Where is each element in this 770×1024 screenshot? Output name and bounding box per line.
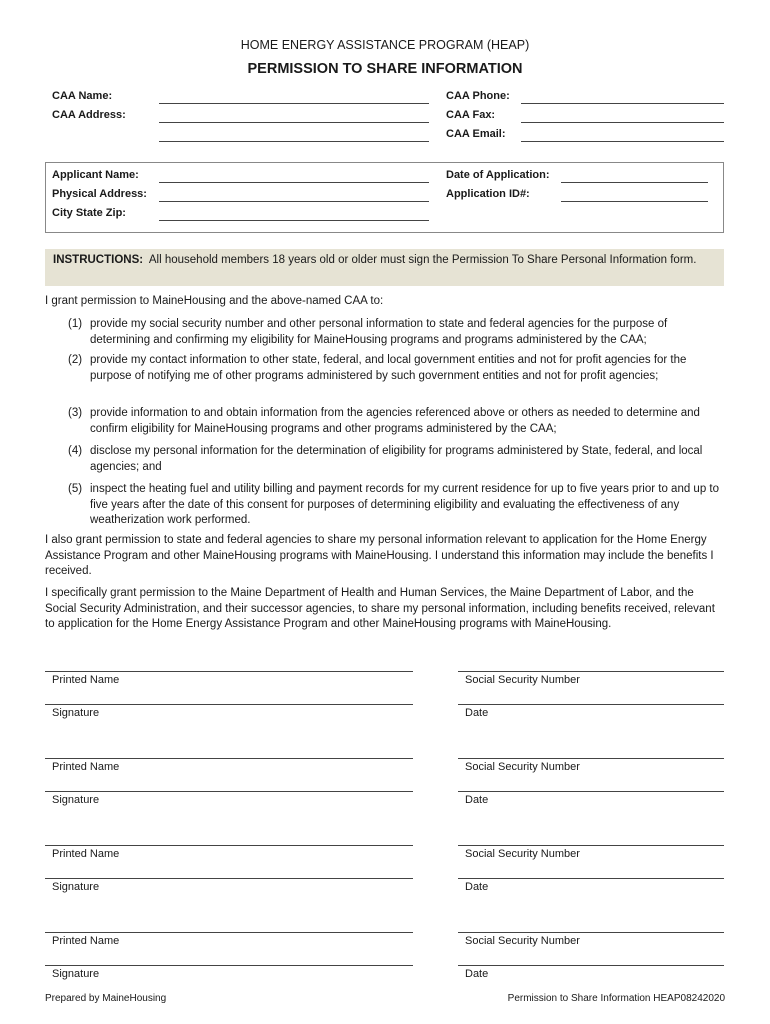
signature-line-2[interactable]	[45, 791, 413, 792]
caa-address-field-1[interactable]	[159, 122, 429, 123]
instructions-text: All household members 18 years old or older must sign the Permission To Share Personal Information form.	[148, 254, 697, 266]
date-line-4[interactable]	[458, 965, 724, 966]
ssn-label: Social Security Number	[465, 935, 580, 947]
printed-name-label: Printed Name	[52, 935, 120, 947]
item-text: inspect the heating fuel and utility billing and payment records for my current residence for up to five years prior to and up to five years after the date of this consent for purposes of determining eligibility and evaluating the effectiveness of any weatherization work performed.	[90, 483, 720, 526]
permission-item-2	[68, 353, 728, 384]
printed-name-line-2[interactable]	[45, 758, 413, 759]
caa-email-field[interactable]	[521, 141, 724, 142]
printed-name-label: Printed Name	[52, 674, 120, 686]
signature-label: Signature	[52, 794, 100, 806]
permission-paragraph-3: I specifically grant permission to the Maine Department of Health and Human Services, the Maine Department of Labor, and the Social Security Administration, and their successor agencies, to share my personal information, including benefits received, relevant to application for the Home Energy Assistance Program and other MaineHousing programs with MaineHousing.	[45, 587, 715, 630]
caa-fax-field[interactable]	[521, 122, 724, 123]
item-number: (5)	[68, 483, 83, 495]
date-label: Date	[465, 968, 489, 980]
item-number: (2)	[68, 354, 83, 366]
date-line-1[interactable]	[458, 704, 724, 705]
printed-name-line-1[interactable]	[45, 671, 413, 672]
physical-address-field[interactable]	[159, 201, 429, 202]
permission-item-5	[68, 482, 728, 529]
caa-phone-label: CAA Phone:	[446, 90, 510, 102]
signature-line-4[interactable]	[45, 965, 413, 966]
ssn-line-3[interactable]	[458, 845, 724, 846]
caa-name-label: CAA Name:	[52, 90, 113, 102]
signature-label: Signature	[52, 968, 100, 980]
city-state-zip-label: City State Zip:	[52, 207, 126, 219]
item-text: provide my social security number and other personal information to state and federal agencies for the purpose of determining and confirming my eligibility for MaineHousing programs and programs administered by the CAA;	[90, 318, 668, 346]
date-line-2[interactable]	[458, 791, 724, 792]
footer-prepared-by: Prepared by MaineHousing	[45, 993, 167, 1004]
printed-name-label: Printed Name	[52, 761, 120, 773]
date-label: Date	[465, 707, 489, 719]
form-title: PERMISSION TO SHARE INFORMATION	[247, 61, 523, 77]
city-state-zip-field[interactable]	[159, 220, 429, 221]
applicant-name-label: Applicant Name:	[52, 169, 139, 181]
date-line-3[interactable]	[458, 878, 724, 879]
instructions-banner	[45, 249, 724, 286]
caa-address-field-2[interactable]	[159, 141, 429, 142]
ssn-label: Social Security Number	[465, 848, 580, 860]
item-text: disclose my personal information for the determination of eligibility for programs administered by State, federal, and local agencies; and	[90, 445, 703, 473]
form-subtitle: HOME ENERGY ASSISTANCE PROGRAM (HEAP)	[240, 38, 530, 52]
date-label: Date	[465, 794, 489, 806]
signature-line-3[interactable]	[45, 878, 413, 879]
permission-item-3	[68, 406, 728, 437]
caa-address-label: CAA Address:	[52, 109, 126, 121]
caa-email-label: CAA Email:	[446, 128, 506, 140]
permission-item-1	[68, 317, 728, 348]
date-of-application-label: Date of Application:	[446, 169, 550, 181]
date-label: Date	[465, 881, 489, 893]
ssn-line-2[interactable]	[458, 758, 724, 759]
printed-name-line-3[interactable]	[45, 845, 413, 846]
physical-address-label: Physical Address:	[52, 188, 147, 200]
caa-phone-field[interactable]	[521, 103, 724, 104]
signature-label: Signature	[52, 881, 100, 893]
signature-label: Signature	[52, 707, 100, 719]
applicant-name-field[interactable]	[159, 182, 429, 183]
signature-line-1[interactable]	[45, 704, 413, 705]
item-number: (1)	[68, 318, 83, 330]
caa-fax-label: CAA Fax:	[446, 109, 496, 121]
printed-name-label: Printed Name	[52, 848, 120, 860]
ssn-label: Social Security Number	[465, 761, 580, 773]
item-text: provide my contact information to other state, federal, and local government entities and not for profit agencies for the purpose of notifying me of other programs administered by such government entities and not for profit agencies;	[90, 354, 687, 382]
permission-item-4	[68, 444, 728, 475]
permission-paragraph-2: I also grant permission to state and federal agencies to share my personal information relevant to application for the Home Energy Assistance Program and other MaineHousing programs with MaineHousing. I understand this information may include the benefits I received.	[45, 534, 714, 577]
application-id-field[interactable]	[561, 201, 708, 202]
item-text: provide information to and obtain information from the agencies referenced above or others as needed to determine and confirm eligibility for MaineHousing programs and other programs administered by the CAA;	[90, 407, 700, 435]
ssn-line-4[interactable]	[458, 932, 724, 933]
item-number: (4)	[68, 445, 83, 457]
printed-name-line-4[interactable]	[45, 932, 413, 933]
caa-name-field[interactable]	[159, 103, 429, 104]
item-number: (3)	[68, 407, 83, 419]
ssn-label: Social Security Number	[465, 674, 580, 686]
date-of-application-field[interactable]	[561, 182, 708, 183]
instructions-heading: INSTRUCTIONS:	[53, 254, 144, 266]
permission-intro: I grant permission to MaineHousing and the above-named CAA to:	[45, 295, 384, 307]
footer-form-id: Permission to Share Information HEAP08242020	[507, 993, 725, 1004]
ssn-line-1[interactable]	[458, 671, 724, 672]
application-id-label: Application ID#:	[446, 188, 530, 200]
